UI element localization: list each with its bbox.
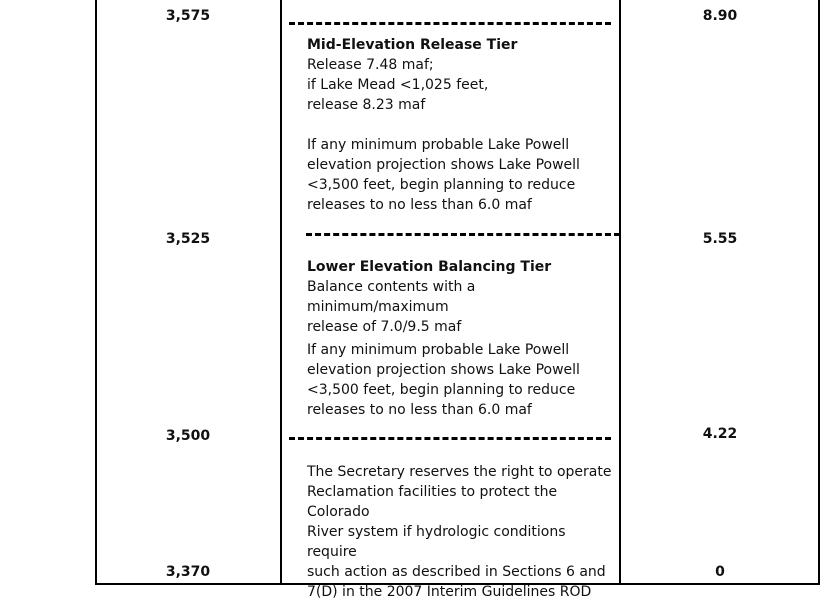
- lower-elevation-tier-text: [307, 257, 612, 337]
- mid-elevation-tier-text: [307, 35, 612, 115]
- column-divider-right: [619, 0, 621, 585]
- elevation-3500: 3,500: [165, 428, 211, 444]
- secretary-line: The Secretary reserves the right to operate: [307, 464, 612, 480]
- mid-tier-para: releases to no less than 6.0 maf: [307, 197, 532, 213]
- tier-boundary-3575: [289, 22, 611, 25]
- lower-tier-line: release of 7.0/9.5 maf: [307, 319, 462, 335]
- lower-tier-line: Balance contents with a minimum/maximum: [307, 279, 476, 315]
- secretary-note: [307, 462, 612, 602]
- mid-tier-line: Release 7.48 maf;: [307, 57, 434, 73]
- storage-5-55: 5.55: [702, 231, 738, 247]
- storage-8-90: 8.90: [702, 8, 738, 24]
- secretary-line: Reclamation facilities to protect the Colorado: [307, 484, 558, 520]
- storage-0: 0: [715, 564, 725, 580]
- mid-tier-para: If any minimum probable Lake Powell: [307, 137, 570, 153]
- secretary-line: such action as described in Sections 6 and: [307, 564, 606, 580]
- lower-tier-para: If any minimum probable Lake Powell: [307, 342, 570, 358]
- lower-tier-para: releases to no less than 6.0 maf: [307, 402, 532, 418]
- column-divider-left: [280, 0, 282, 585]
- storage-4-22: 4.22: [702, 426, 738, 442]
- mid-tier-title: Mid-Elevation Release Tier: [307, 37, 518, 53]
- mid-tier-planning-text: [307, 135, 612, 215]
- mid-tier-para: <3,500 feet, begin planning to reduce: [307, 177, 576, 193]
- lower-tier-title: Lower Elevation Balancing Tier: [307, 259, 552, 275]
- elevation-3525: 3,525: [165, 231, 211, 247]
- lower-tier-planning-text: [307, 340, 612, 420]
- mid-tier-line: release 8.23 maf: [307, 97, 426, 113]
- tier-boundary-3525: [306, 233, 620, 236]
- mid-tier-para: elevation projection shows Lake Powell: [307, 157, 580, 173]
- secretary-line: River system if hydrologic conditions require: [307, 524, 566, 560]
- lower-tier-para: <3,500 feet, begin planning to reduce: [307, 382, 576, 398]
- elevation-3370: 3,370: [165, 564, 211, 580]
- mid-tier-line: if Lake Mead <1,025 feet,: [307, 77, 489, 93]
- tier-boundary-3500: [289, 437, 611, 440]
- secretary-line: 7(D) in the 2007 Interim Guidelines ROD: [307, 584, 592, 600]
- elevation-3575: 3,575: [165, 8, 211, 24]
- lower-tier-para: elevation projection shows Lake Powell: [307, 362, 580, 378]
